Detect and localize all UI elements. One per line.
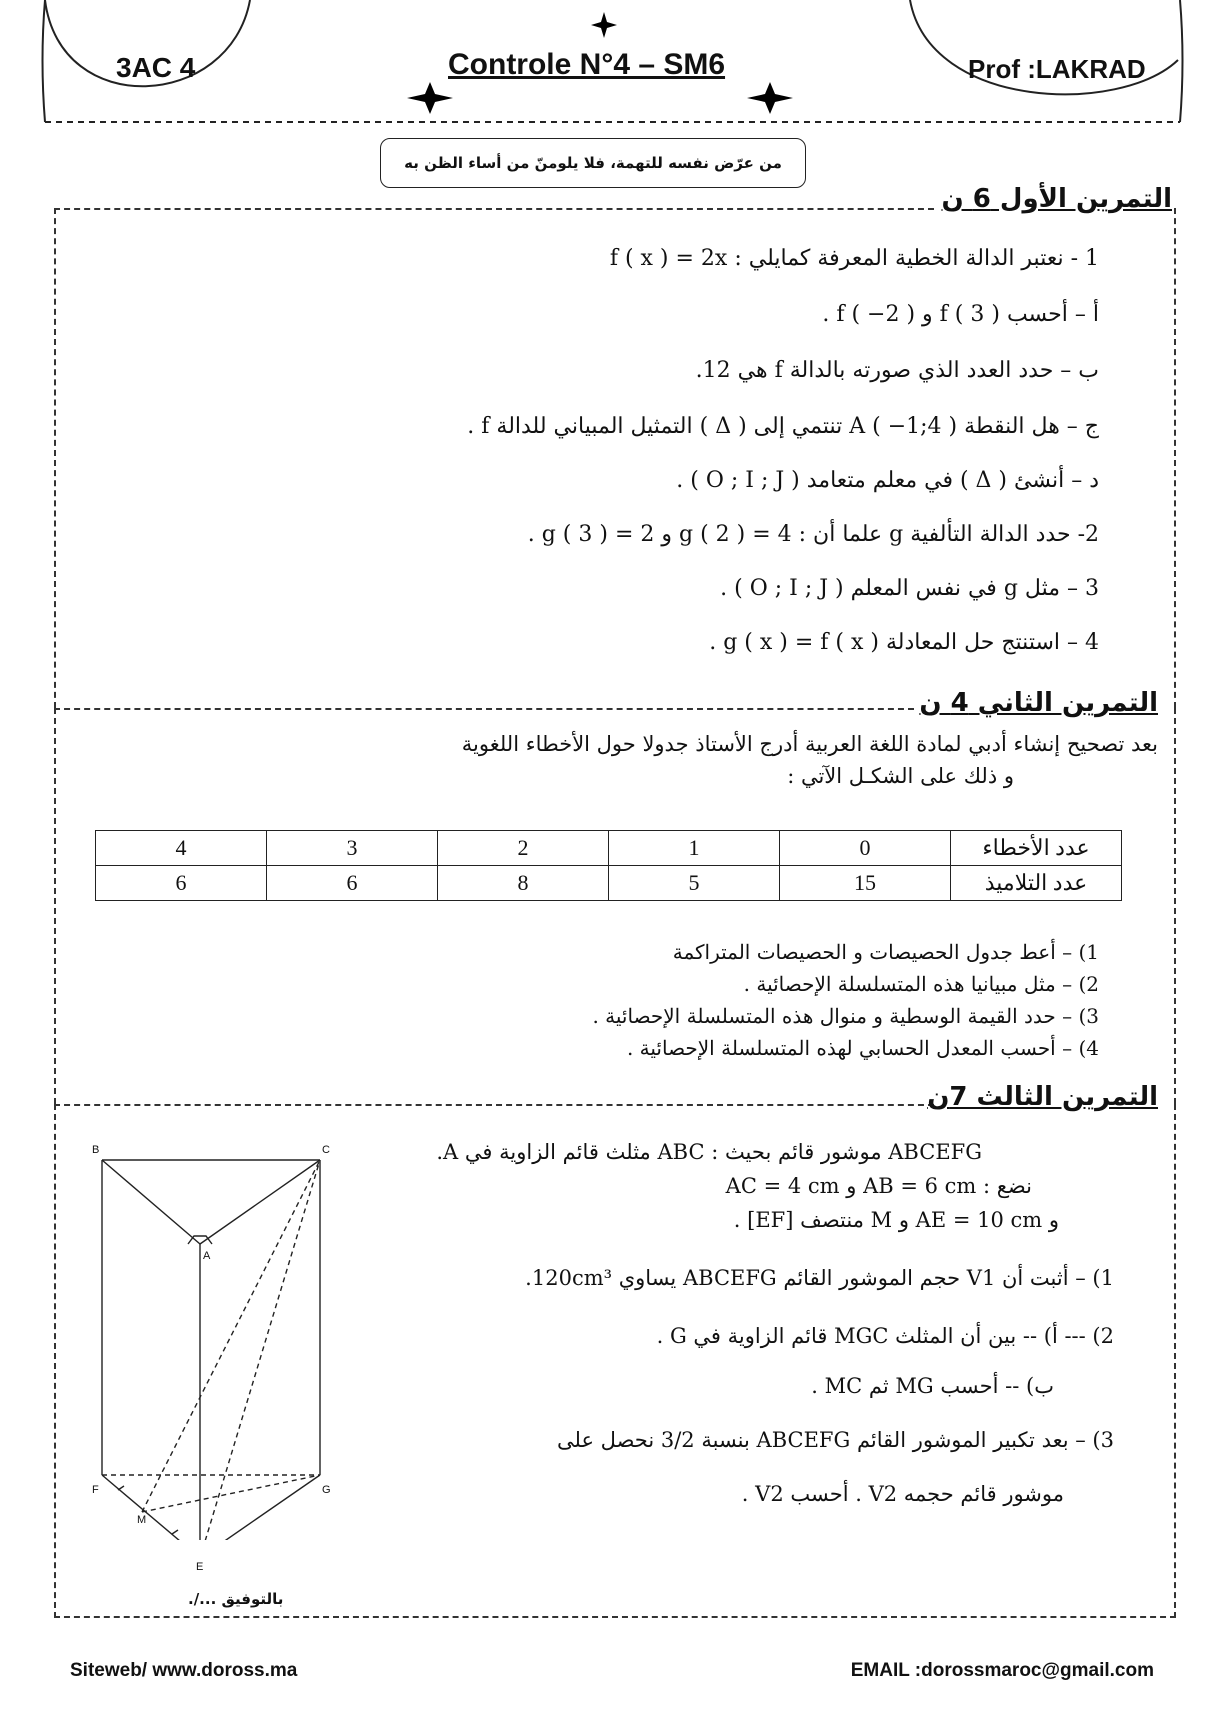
vertex-label-f: F [92, 1484, 99, 1496]
class-label: 3AC 4 [116, 52, 196, 83]
ex3-line-5: 2) --- أ) -- بين أن المثلث MGC قائم الزاوية في G . [656, 1324, 1114, 1348]
proverb-text: من عرّض نفسه للتهمة، فلا يلومنّ من أساء الظن به [404, 154, 782, 172]
ex1-line-2: أ – أحسب f ( 3 ) و f ( −2 ) . [822, 302, 1099, 327]
table-row [96, 831, 1122, 866]
table-cell: 8 [438, 866, 609, 901]
ex1-line-5: د – أنشئ ( Δ ) في معلم متعامد ( O ; I ; J ) . [676, 468, 1099, 493]
ex2-question-4: 4) – أحسب المعدل الحسابي لهذه المتسلسلة الإحصائية . [626, 1036, 1099, 1060]
prism-figure [90, 1140, 350, 1540]
ex1-line-7: 3 – مثل g في نفس المعلم ( O ; I ; J ) . [720, 576, 1099, 601]
table-row [96, 866, 1122, 901]
table-cell: 3 [267, 831, 438, 866]
vertex-label-m: M [137, 1514, 147, 1526]
ex1-line-3: ب – حدد العدد الذي صورته بالدالة f هي 12. [695, 358, 1099, 383]
table-cell: 1 [609, 831, 780, 866]
teacher-name: Prof :LAKRAD [968, 54, 1146, 84]
vertex-label-b: B [92, 1144, 100, 1156]
ex1-line-6: 2- حدد الدالة التألفية g علما أن : g ( 2 ) = 4 و g ( 3 ) = 2 . [527, 522, 1099, 547]
table-cell: 0 [780, 831, 951, 866]
row-header-errors: عدد الأخطاء [951, 831, 1122, 866]
ex1-line-4: ج – هل النقطة A ( −1;4 ) تنتمي إلى ( Δ ) التمثيل المبياني للدالة f . [467, 414, 1099, 439]
table-cell: 15 [780, 866, 951, 901]
table-cell: 4 [96, 831, 267, 866]
ex1-line-1: 1 - نعتبر الدالة الخطية المعرفة كمايلي : f ( x ) = 2x [609, 246, 1099, 271]
table-cell: 6 [267, 866, 438, 901]
ex2-question-2: 2) – مثل مبيانيا هذه المتسلسلة الإحصائية . [743, 972, 1099, 996]
proverb-box [380, 138, 806, 188]
closing-note: بالتوفيق .../. [188, 1590, 284, 1608]
ex3-line-4: 1) – أثبت أن V1 حجم الموشور القائم ABCEFG يساوي 120cm³. [525, 1266, 1114, 1290]
footer-website: Siteweb/ www.doross.ma [70, 1660, 298, 1681]
exercise1-top-rule [54, 208, 934, 210]
ex2-question-1: 1) – أعط جدول الحصيصات و الحصيصات المتراكمة [672, 940, 1099, 964]
ex3-line-7: 3) – بعد تكبير الموشور القائم ABCEFG بنسبة 3/2 نحصل على [557, 1428, 1114, 1452]
page-title: Controle N°4 – SM6 [448, 48, 726, 81]
ex3-line-8: موشور قائم حجمه V2 . أحسب V2 . [741, 1482, 1064, 1506]
row-header-students: عدد التلاميذ [951, 866, 1122, 901]
table-cell: 5 [609, 866, 780, 901]
vertex-label-e: E [196, 1561, 204, 1573]
exercise1-title: التمرين الأول 6 ن [941, 184, 1172, 214]
table-cell: 2 [438, 831, 609, 866]
vertex-label-g: G [322, 1484, 331, 1496]
exercise2-title: التمرين الثاني 4 ن [919, 688, 1158, 718]
ex2-intro-1: بعد تصحيح إنشاء أدبي لمادة اللغة العربية أدرج الأستاذ جدولا حول الأخطاء اللغوية [461, 732, 1158, 756]
table-cell: 6 [96, 866, 267, 901]
ex3-line-1: ABCEFG موشور قائم بحيث : ABC مثلث قائم الزاوية في A. [436, 1140, 982, 1164]
ex2-question-3: 3) – حدد القيمة الوسطية و منوال هذه المتسلسلة الإحصائية . [592, 1004, 1099, 1028]
vertex-label-a: A [203, 1250, 211, 1262]
stats-table [95, 830, 1122, 901]
ex1-line-8: 4 – استنتج حل المعادلة g ( x ) = f ( x ) . [709, 630, 1099, 655]
ex3-line-3: و AE = 10 cm و M منتصف [EF] . [733, 1208, 1059, 1232]
ex3-line-6: ب) -- أحسب MG ثم MC . [811, 1374, 1054, 1398]
footer-email: EMAIL :dorossmaroc@gmail.com [850, 1660, 1154, 1681]
ex3-line-2: نضع : AB = 6 cm و AC = 4 cm [725, 1174, 1032, 1198]
exercise3-title: التمرين الثالث 7ن [927, 1082, 1158, 1112]
ex2-intro-2: و ذلك على الشكـل الآتي : [787, 764, 1014, 788]
vertex-label-c: C [322, 1144, 330, 1156]
